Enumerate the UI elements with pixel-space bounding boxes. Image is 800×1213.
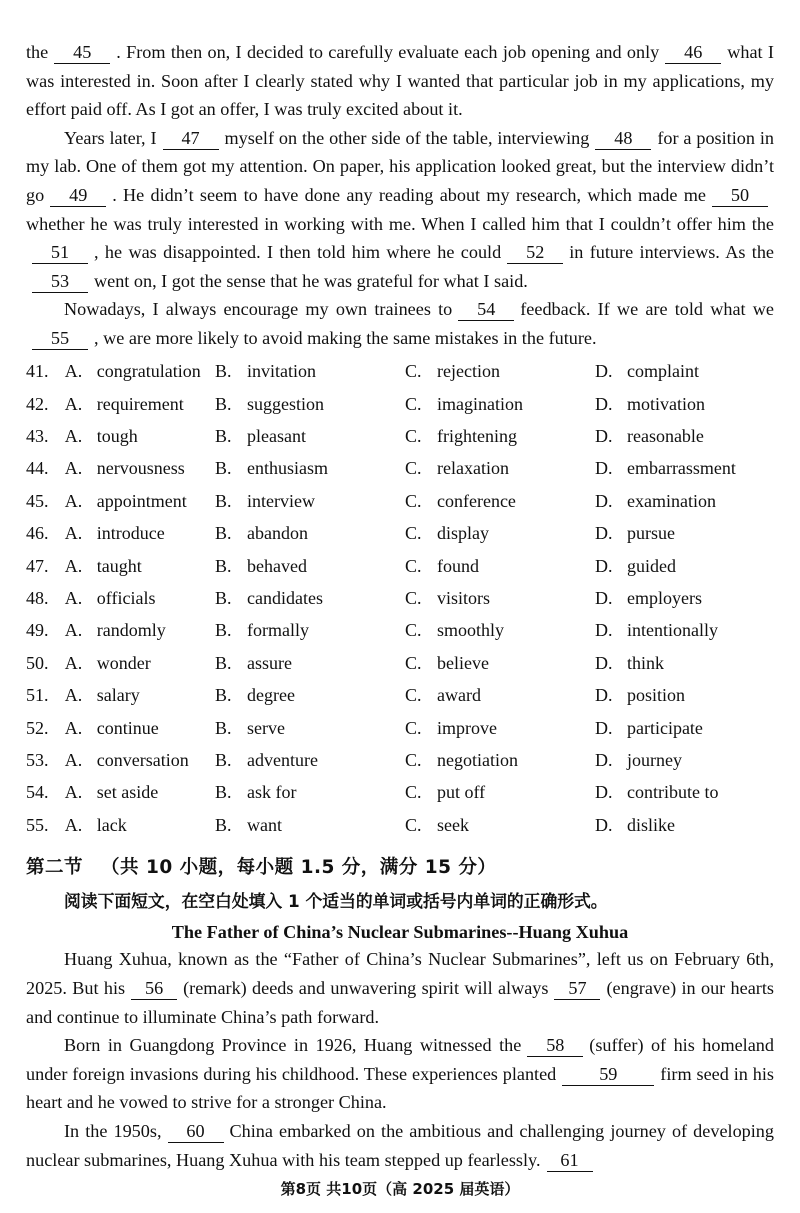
option-c xyxy=(405,653,595,674)
options-list xyxy=(26,356,774,842)
page-footer: 第8页 共10页（高 2025 届英语） xyxy=(280,1180,520,1198)
option-letter: D. xyxy=(594,620,613,641)
option-text: position xyxy=(626,685,685,706)
option-c xyxy=(405,458,595,479)
option-letter: D. xyxy=(594,490,613,511)
option-text: motivation xyxy=(626,393,705,414)
option-a xyxy=(65,718,215,739)
option-text: tough xyxy=(96,426,138,446)
option-d xyxy=(595,361,774,382)
option-letter: D. xyxy=(594,555,613,576)
option-letter: D. xyxy=(594,685,613,706)
option-text: set aside xyxy=(96,782,159,803)
option-letter: A. xyxy=(64,587,83,608)
question-number: 50. xyxy=(26,652,49,673)
option-b xyxy=(215,588,405,609)
text: Nowadays, I always encourage my own trainees to xyxy=(64,299,453,320)
option-b xyxy=(215,750,405,771)
option-letter: D. xyxy=(594,458,613,479)
section2-paragraph-3 xyxy=(26,1117,774,1174)
option-letter: B. xyxy=(215,393,232,414)
option-text: randomly xyxy=(96,620,166,641)
question-number: 55. xyxy=(26,814,49,835)
question-number: 48. xyxy=(26,587,49,608)
option-text: congratulation xyxy=(96,361,201,382)
option-text: assure xyxy=(247,652,292,673)
option-a xyxy=(65,556,215,577)
option-c xyxy=(405,523,595,544)
option-d xyxy=(595,685,774,706)
option-row xyxy=(26,615,774,647)
option-d xyxy=(595,523,774,544)
option-letter: A. xyxy=(64,523,83,544)
text: Years later, I xyxy=(64,127,157,148)
option-b xyxy=(215,782,405,803)
text: in future interviews. As the xyxy=(569,242,775,263)
option-a xyxy=(65,394,215,415)
option-c xyxy=(405,491,595,512)
option-a xyxy=(65,815,215,836)
question-number: 45. xyxy=(26,490,49,511)
option-b xyxy=(215,426,405,447)
option-letter: B. xyxy=(215,814,232,835)
option-letter: A. xyxy=(64,814,83,835)
text: myself on the other side of the table, interviewing xyxy=(224,127,590,148)
option-text: dislike xyxy=(626,814,675,835)
option-letter: C. xyxy=(404,814,422,835)
option-text: salary xyxy=(96,685,140,706)
option-a xyxy=(65,523,215,544)
option-text: invitation xyxy=(247,361,316,382)
section-name: 第二节 xyxy=(26,857,84,879)
option-d xyxy=(595,815,774,836)
option-letter: A. xyxy=(64,458,83,479)
option-a xyxy=(65,782,215,803)
blank-52: 52 xyxy=(507,242,563,264)
option-c xyxy=(405,815,595,836)
blank-58: 58 xyxy=(527,1035,583,1057)
option-a xyxy=(65,361,215,382)
option-letter: C. xyxy=(404,717,422,738)
option-row xyxy=(26,809,774,841)
option-letter: B. xyxy=(215,685,232,706)
option-letter: C. xyxy=(404,523,422,544)
option-text: complaint xyxy=(626,361,699,382)
blank-47: 47 xyxy=(163,128,219,150)
option-letter: C. xyxy=(404,587,422,608)
option-c xyxy=(405,685,595,706)
section2-paragraph-2 xyxy=(26,1031,774,1117)
option-text: behaved xyxy=(247,555,307,576)
option-letter: C. xyxy=(404,685,422,706)
option-b xyxy=(215,815,405,836)
question-number: 41. xyxy=(26,361,49,382)
blank-57: 57 xyxy=(554,978,600,1000)
passage-paragraph-2 xyxy=(26,124,774,296)
option-letter: C. xyxy=(404,361,422,382)
text: for a position in my lab. One of them got my attention. On paper, his application looked great, but the interview didn’t go xyxy=(26,127,774,205)
option-b xyxy=(215,653,405,674)
option-b xyxy=(215,491,405,512)
option-letter: C. xyxy=(404,620,422,641)
option-text: introduce xyxy=(96,523,165,544)
option-a xyxy=(65,685,215,706)
text: what I was interested in. Soon after I clearly stated why I wanted that particular job in my applications, my effort paid off. As I got an offer, I was truly excited about it. xyxy=(26,42,774,120)
option-letter: A. xyxy=(64,782,83,803)
option-letter: A. xyxy=(64,749,83,770)
text: . He didn’t seem to have done any reading about my research, which made me xyxy=(112,184,706,205)
option-text: intentionally xyxy=(626,620,718,641)
option-row xyxy=(26,485,774,517)
option-d xyxy=(595,750,774,771)
text: went on, I got the sense that he was grateful for what I said. xyxy=(94,270,528,291)
option-text: award xyxy=(436,685,481,706)
option-row xyxy=(26,517,774,549)
option-text: nervousness xyxy=(96,458,185,479)
option-d xyxy=(595,458,774,479)
option-text: suggestion xyxy=(247,393,325,414)
question-number: 44. xyxy=(26,458,49,479)
option-d xyxy=(595,394,774,415)
option-text: pursue xyxy=(626,523,675,544)
text: In the 1950s, xyxy=(64,1120,162,1141)
option-text: adventure xyxy=(247,749,318,770)
option-text: imagination xyxy=(436,393,523,414)
text: , we are more likely to avoid making the same mistakes in the future. xyxy=(94,327,597,348)
blank-61: 61 xyxy=(547,1150,593,1172)
option-text: seek xyxy=(436,814,469,835)
option-c xyxy=(405,620,595,641)
option-text: rejection xyxy=(436,361,500,382)
option-letter: B. xyxy=(215,361,232,382)
option-row xyxy=(26,647,774,679)
option-letter: D. xyxy=(594,523,613,544)
blank-56: 56 xyxy=(131,978,177,1000)
option-row xyxy=(26,550,774,582)
question-number: 49. xyxy=(26,620,49,641)
passage-title: The Father of China’s Nuclear Submarines--Huang Xuhua xyxy=(171,922,629,943)
text: whether he was truly interested in working with me. When I called him that I couldn’t offer him the xyxy=(26,213,774,234)
blank-45: 45 xyxy=(54,42,110,64)
option-b xyxy=(215,361,405,382)
option-b xyxy=(215,620,405,641)
option-letter: B. xyxy=(215,426,232,446)
option-letter: A. xyxy=(64,426,83,446)
passage-paragraph-3 xyxy=(26,295,774,352)
option-a xyxy=(65,588,215,609)
option-text: taught xyxy=(96,555,142,576)
option-text: abandon xyxy=(247,523,308,544)
option-text: visitors xyxy=(436,587,490,608)
blank-50: 50 xyxy=(712,185,768,207)
option-c xyxy=(405,718,595,739)
option-row xyxy=(26,777,774,809)
option-letter: B. xyxy=(215,717,232,738)
option-c xyxy=(405,426,595,447)
option-letter: A. xyxy=(64,361,83,382)
option-text: requirement xyxy=(96,393,184,414)
option-letter: B. xyxy=(215,490,232,511)
blank-53: 53 xyxy=(32,271,88,293)
option-text: conversation xyxy=(96,749,189,770)
option-d xyxy=(595,426,774,447)
text: (remark) deeds and unwavering spirit will always xyxy=(183,977,549,998)
option-text: pleasant xyxy=(247,426,306,446)
passage-paragraph-1 xyxy=(26,38,774,124)
option-d xyxy=(595,620,774,641)
blank-54: 54 xyxy=(458,299,514,321)
option-b xyxy=(215,394,405,415)
option-letter: C. xyxy=(404,652,422,673)
option-text: employers xyxy=(626,587,702,608)
option-c xyxy=(405,556,595,577)
option-b xyxy=(215,523,405,544)
blank-59: 59 xyxy=(562,1064,654,1086)
option-letter: D. xyxy=(594,814,613,835)
option-letter: A. xyxy=(64,490,83,511)
text: . From then on, I decided to carefully evaluate each job opening and only xyxy=(116,42,660,62)
question-number: 42. xyxy=(26,393,49,414)
question-number: 54. xyxy=(26,782,49,803)
option-d xyxy=(595,718,774,739)
option-a xyxy=(65,620,215,641)
option-b xyxy=(215,556,405,577)
option-text: enthusiasm xyxy=(247,458,328,479)
option-row xyxy=(26,744,774,776)
option-letter: B. xyxy=(215,652,232,673)
option-text: want xyxy=(247,814,282,835)
option-text: improve xyxy=(436,717,497,738)
option-row xyxy=(26,388,774,420)
option-text: put off xyxy=(436,782,486,803)
option-letter: A. xyxy=(64,652,83,673)
option-letter: A. xyxy=(64,685,83,706)
option-letter: C. xyxy=(404,749,422,770)
option-text: wonder xyxy=(96,652,151,673)
option-b xyxy=(215,458,405,479)
option-letter: A. xyxy=(64,620,83,641)
option-letter: B. xyxy=(215,523,232,544)
question-number: 47. xyxy=(26,555,49,576)
option-text: formally xyxy=(247,620,309,641)
option-text: embarrassment xyxy=(626,458,736,479)
text: (engrave) in our hearts and continue to illuminate China’s path forward. xyxy=(26,977,774,1027)
option-letter: C. xyxy=(404,782,422,803)
option-letter: C. xyxy=(404,393,422,414)
question-number: 51. xyxy=(26,685,49,706)
text: (suffer) of his homeland under foreign invasions during his childhood. These experiences planted xyxy=(26,1035,774,1084)
text: China embarked on the ambitious and challenging journey of developing nuclear submarines, Huang Xuhua with his team stepped up fearlessly. xyxy=(26,1120,774,1170)
option-c xyxy=(405,394,595,415)
text: Born in Guangdong Province in 1926, Huang witnessed the xyxy=(64,1035,522,1056)
question-number: 46. xyxy=(26,523,49,544)
option-d xyxy=(595,653,774,674)
option-text: display xyxy=(436,523,489,544)
option-letter: B. xyxy=(215,458,232,479)
option-text: lack xyxy=(96,814,127,835)
question-number: 43. xyxy=(26,426,49,446)
option-text: frightening xyxy=(436,426,517,446)
option-text: smoothly xyxy=(436,620,504,641)
option-text: negotiation xyxy=(436,749,518,770)
option-text: examination xyxy=(626,490,716,511)
option-letter: B. xyxy=(215,620,232,641)
option-letter: D. xyxy=(594,717,613,738)
text: , he was disappointed. I then told him where he could xyxy=(94,242,502,263)
option-letter: A. xyxy=(64,555,83,576)
option-letter: D. xyxy=(594,361,613,382)
blank-48: 48 xyxy=(595,128,651,150)
option-letter: B. xyxy=(215,555,232,576)
option-text: think xyxy=(626,652,664,673)
option-text: interview xyxy=(247,490,315,511)
option-c xyxy=(405,750,595,771)
option-text: appointment xyxy=(96,490,187,511)
option-text: participate xyxy=(626,717,703,738)
option-letter: C. xyxy=(404,555,422,576)
option-letter: D. xyxy=(594,426,613,446)
text: feedback. If we are told what we xyxy=(520,299,774,320)
option-a xyxy=(65,426,215,447)
option-a xyxy=(65,750,215,771)
option-text: conference xyxy=(436,490,516,511)
option-text: relaxation xyxy=(436,458,509,479)
section-2-heading xyxy=(26,853,774,879)
option-text: guided xyxy=(626,555,676,576)
text: firm seed in his heart and he vowed to strive for a stronger China. xyxy=(26,1063,774,1113)
option-text: believe xyxy=(436,652,489,673)
option-d xyxy=(595,491,774,512)
option-text: contribute to xyxy=(626,782,719,803)
option-d xyxy=(595,782,774,803)
section-instruction: 阅读下面短文，在空白处填入 1 个适当的单词或括号内单词的正确形式。 xyxy=(64,891,608,912)
option-text: officials xyxy=(96,587,156,608)
question-number: 52. xyxy=(26,717,49,738)
option-c xyxy=(405,588,595,609)
question-number: 53. xyxy=(26,749,49,770)
option-b xyxy=(215,718,405,739)
blank-60: 60 xyxy=(168,1121,224,1143)
section-points: （共 10 小题，每小题 1.5 分，满分 15 分） xyxy=(101,857,497,879)
blank-46: 46 xyxy=(665,42,721,64)
option-c xyxy=(405,782,595,803)
option-a xyxy=(65,458,215,479)
option-letter: D. xyxy=(594,393,613,414)
text: Huang Xuhua, known as the “Father of China’s Nuclear Submarines”, left us on February 6th, 2025. But his xyxy=(26,949,774,998)
option-row xyxy=(26,679,774,711)
option-row xyxy=(26,356,774,388)
option-a xyxy=(65,491,215,512)
option-text: continue xyxy=(96,717,159,738)
option-text: candidates xyxy=(247,587,323,608)
option-letter: A. xyxy=(64,717,83,738)
blank-49: 49 xyxy=(50,185,106,207)
option-row xyxy=(26,582,774,614)
option-b xyxy=(215,685,405,706)
option-text: reasonable xyxy=(626,426,704,446)
option-text: degree xyxy=(247,685,295,706)
option-row xyxy=(26,712,774,744)
option-text: ask for xyxy=(247,782,297,803)
option-letter: C. xyxy=(404,458,422,479)
section2-paragraph-1 xyxy=(26,945,774,1031)
option-letter: B. xyxy=(215,782,232,803)
option-letter: D. xyxy=(594,782,613,803)
option-letter: D. xyxy=(594,749,613,770)
option-c xyxy=(405,361,595,382)
option-letter: B. xyxy=(215,749,232,770)
option-letter: C. xyxy=(404,426,422,446)
text: the xyxy=(26,42,49,62)
option-letter: C. xyxy=(404,490,422,511)
option-letter: D. xyxy=(594,652,613,673)
option-text: journey xyxy=(626,749,682,770)
option-text: found xyxy=(436,555,479,576)
blank-51: 51 xyxy=(32,242,88,264)
option-row xyxy=(26,420,774,452)
option-row xyxy=(26,453,774,485)
option-d xyxy=(595,556,774,577)
option-letter: A. xyxy=(64,393,83,414)
blank-55: 55 xyxy=(32,328,88,350)
option-text: serve xyxy=(247,717,285,738)
option-letter: D. xyxy=(594,587,613,608)
option-a xyxy=(65,653,215,674)
option-d xyxy=(595,588,774,609)
option-letter: B. xyxy=(215,587,232,608)
